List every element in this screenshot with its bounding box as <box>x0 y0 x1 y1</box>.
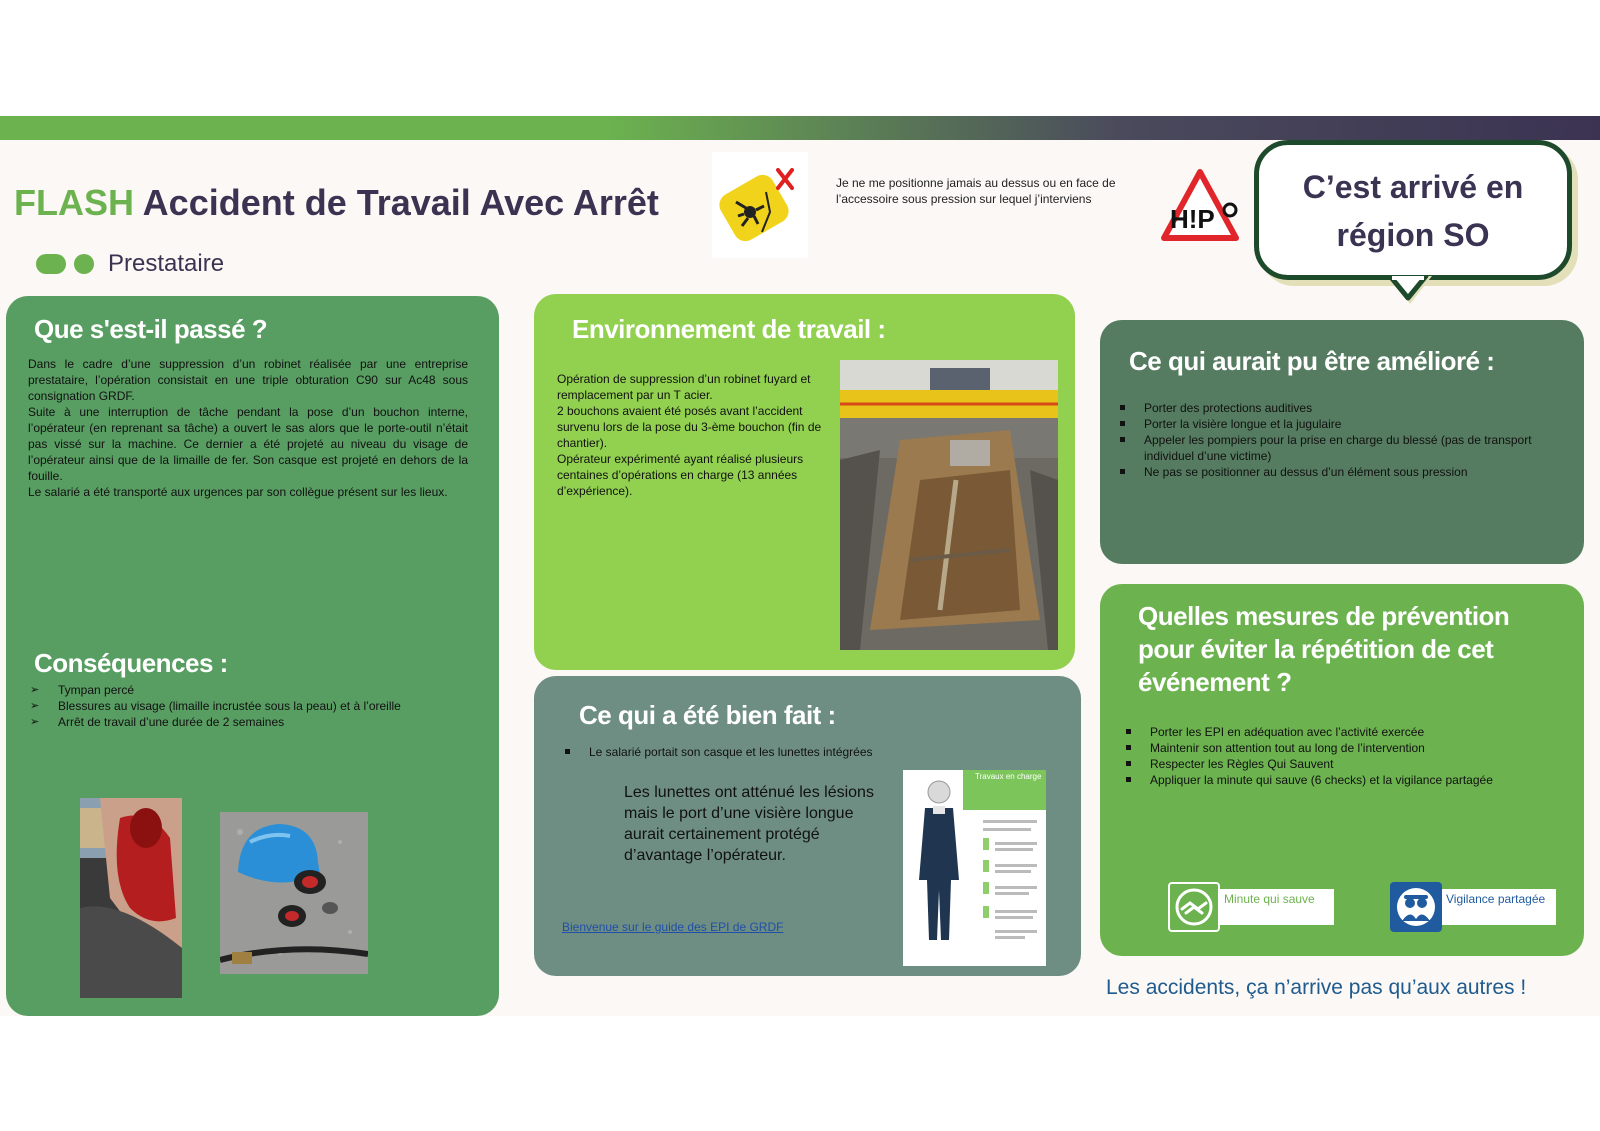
page-title <box>14 182 659 224</box>
helmet-photo <box>220 812 368 974</box>
what-happened-text: Dans le cadre d’une suppression d’un robinet réalisée par une entreprise prestataire, l’opération consistait en une triple obturation C90 sur Ac48 sous consignation GRDF. Suite à une interruption de tâche pendant la pose d’un bouchon interne, l’opérateur (en reprenant sa tâche) a ouvert le sas alors que le porte-outil n’était pas vissé sur la machine. Ce dernier a été projeté au niveau du visage de l’opérateur ainsi que de la limaille de fer. Son casque est projeté en dehors de la fouille. Le salarié a été transporté aux urgences par son collègue présent sur les lieux. <box>28 357 468 499</box>
decor-pill <box>36 254 66 274</box>
injury-photo <box>80 798 182 998</box>
list-item: Porter des protections auditives <box>1116 400 1566 416</box>
top-color-band <box>0 116 1600 140</box>
improve-list <box>1116 400 1566 480</box>
pressure-warning-icon <box>712 152 808 258</box>
svg-text:H!P: H!P <box>1170 204 1215 234</box>
bubble-line-1: C’est arrivé en <box>1302 169 1524 205</box>
list-item: Porter la visière longue et la jugulaire <box>1116 416 1566 432</box>
flash-word: FLASH <box>14 182 134 223</box>
list-item: Respecter les Règles Qui Sauvent <box>1122 756 1562 772</box>
bubble-line-2: région SO <box>1336 217 1490 253</box>
environment-title: Environnement de travail : <box>572 314 886 344</box>
bubble-tail <box>1388 276 1432 310</box>
prevention-title: Quelles mesures de prévention pour éviter la répétition de cet événement ? <box>1138 601 1510 697</box>
title-rest: Accident de Travail Avec Arrêt <box>142 182 659 223</box>
list-item: Le salarié portait son casque et les lunettes intégrées <box>561 744 901 760</box>
top-safety-quote: Je ne me positionne jamais au dessus ou en face de l’accessoire sous pression sur lequel j’interviens <box>836 176 1116 206</box>
subtitle: Prestataire <box>108 250 225 277</box>
list-item: Appeler les pompiers pour la prise en charge du blessé (pas de transport individuel d’une victime) <box>1116 432 1566 464</box>
list-item: ➢ Arrêt de travail d’une durée de 2 semaines <box>30 714 470 730</box>
well-done-list <box>561 744 901 760</box>
epi-guide-link[interactable]: Bienvenue sur le guide des EPI de GRDF <box>562 920 784 934</box>
vigilance-partagee-badge <box>1390 882 1556 932</box>
list-item: ➢ Tympan percé <box>30 682 470 698</box>
vigilance-partagee-label: Vigilance partagée <box>1442 889 1556 925</box>
hipo-logo <box>1160 166 1240 246</box>
environment-text: Opération de suppression d’un robinet fuyard et remplacement par un T acier. 2 bouchons avaient été posés avant l’accident survenu lors de la pose du 3-ème bouchon (fin de chantier). Opérateur expérimenté ayant réalisé plusieurs centaines d’opérations en charge (13 années d’expérience). <box>557 372 822 498</box>
region-bubble <box>1254 140 1572 280</box>
consequences-list <box>30 682 470 730</box>
list-item: ➢ Blessures au visage (limaille incrustée sous la peau) et à l’oreille <box>30 698 470 714</box>
well-done-quote: Les lunettes ont atténué les lésions mais le port d’une visière longue aurait certainement protégé d’avantage l’opérateur. <box>624 784 874 864</box>
handshake-icon <box>1168 882 1220 932</box>
worksite-photo <box>840 360 1058 650</box>
epi-guide-image <box>903 770 1046 966</box>
minute-qui-sauve-badge <box>1168 882 1334 932</box>
improve-title: Ce qui aurait pu être amélioré : <box>1129 346 1495 376</box>
list-item: Porter les EPI en adéquation avec l’activité exercée <box>1122 724 1562 740</box>
minute-qui-sauve-label: Minute qui sauve <box>1220 889 1334 925</box>
decor-dot <box>74 254 94 274</box>
list-item: Maintenir son attention tout au long de l’intervention <box>1122 740 1562 756</box>
well-done-title: Ce qui a été bien fait : <box>579 700 836 730</box>
list-item: Appliquer la minute qui sauve (6 checks) et la vigilance partagée <box>1122 772 1562 788</box>
consequences-title: Conséquences : <box>34 648 228 678</box>
shared-vigilance-icon <box>1390 882 1442 932</box>
prevention-list <box>1122 724 1562 788</box>
guide-title: Travaux en charge <box>975 772 1042 781</box>
footer-slogan: Les accidents, ça n’arrive pas qu’aux autres ! <box>1106 976 1527 999</box>
what-happened-title: Que s'est-il passé ? <box>34 314 268 344</box>
list-item: Ne pas se positionner au dessus d’un élément sous pression <box>1116 464 1566 480</box>
